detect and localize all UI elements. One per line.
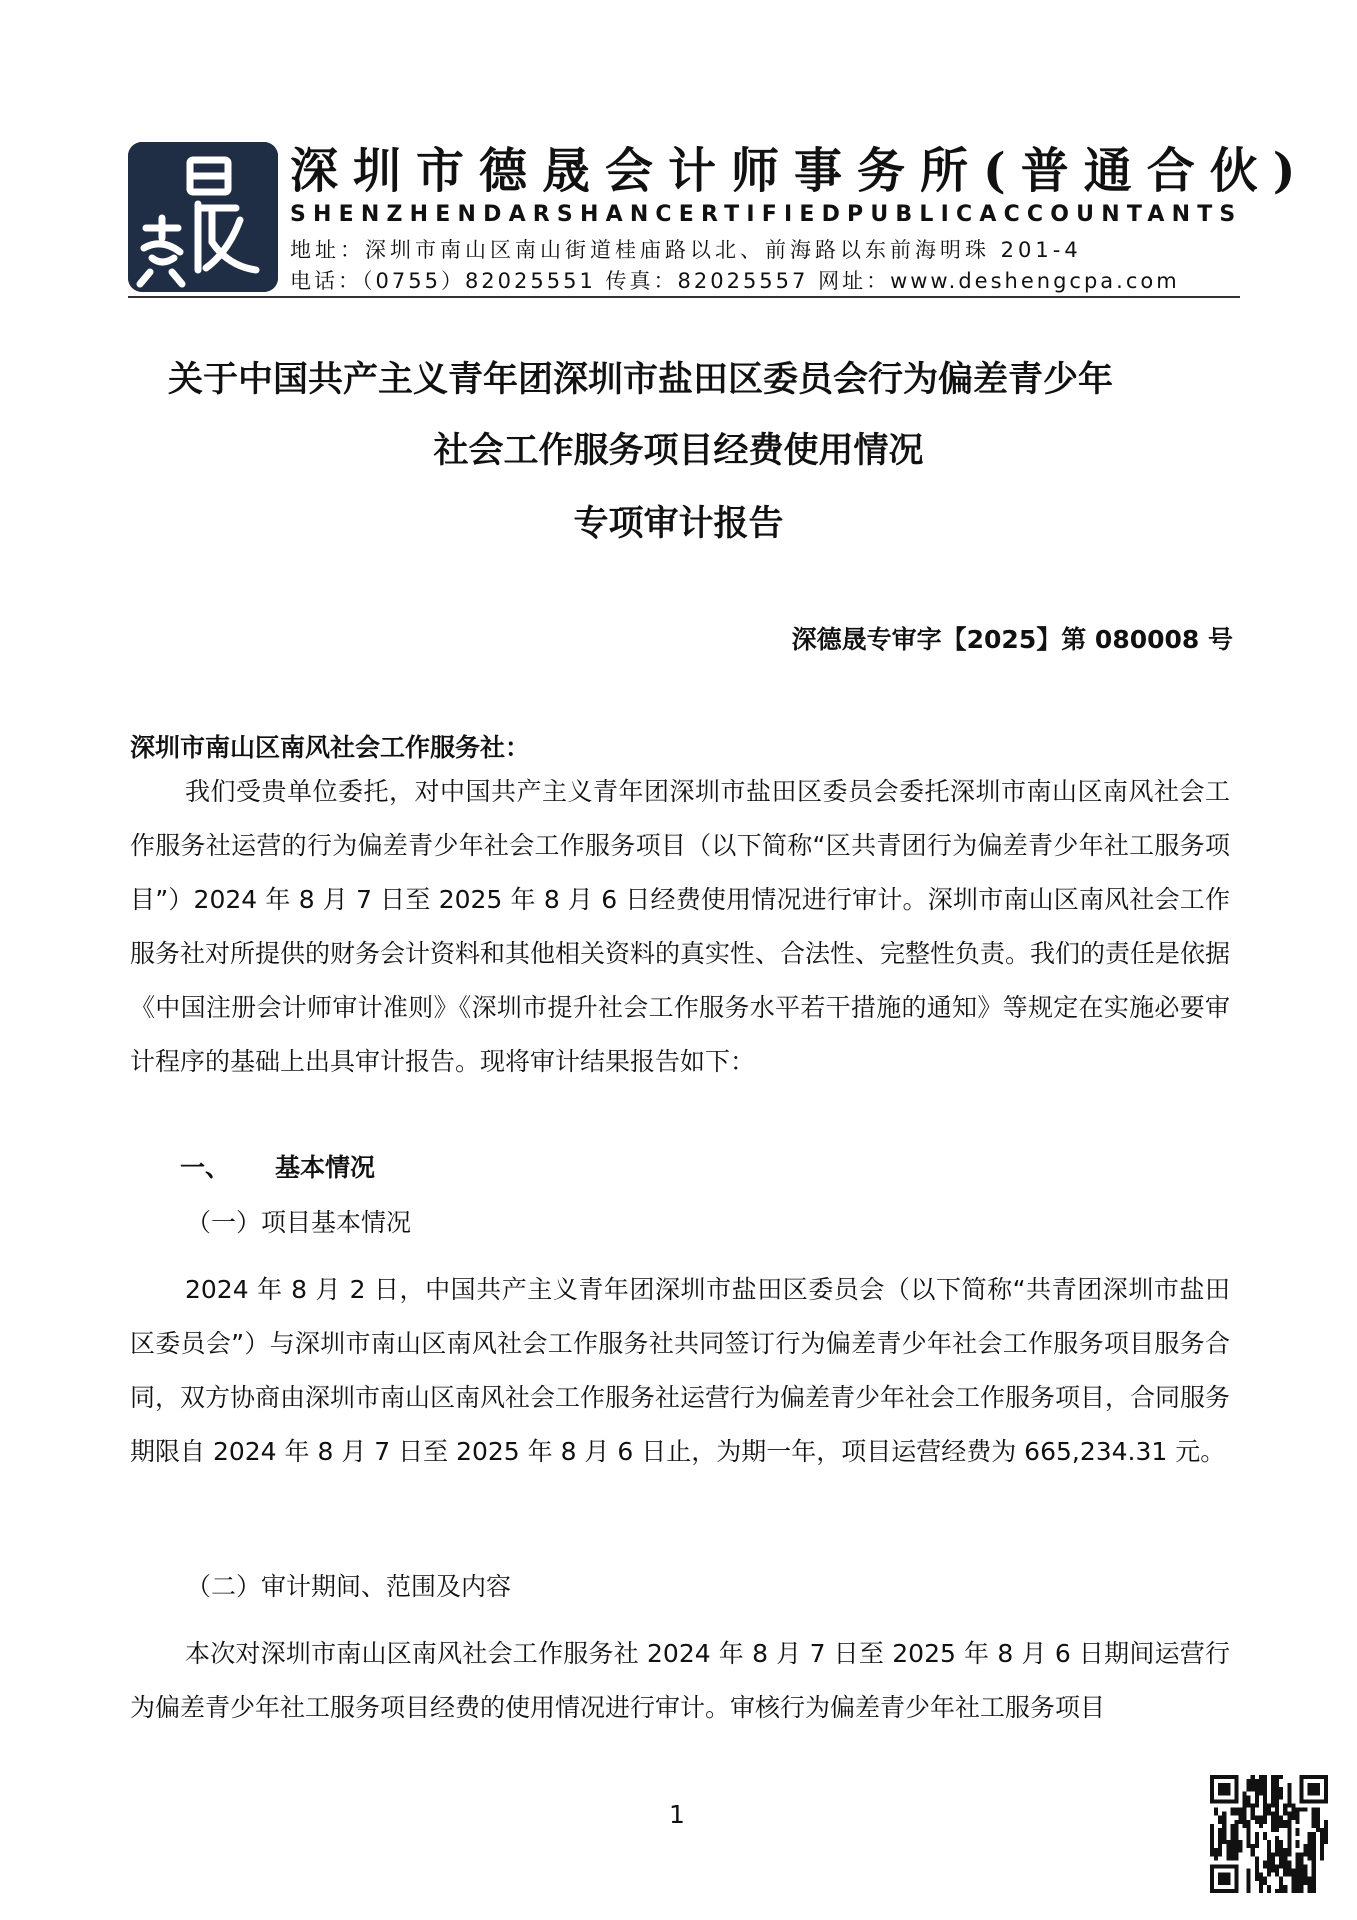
letterhead-divider <box>128 296 1240 298</box>
report-title-line-2: 社会工作服务项目经费使用情况 <box>433 431 924 471</box>
section-number: 一、 <box>180 1153 231 1182</box>
project-info-paragraph: 2024 年 8 月 2 日，中国共产主义青年团深圳市盐田区委员会（以下简称“共青团深圳市盐田区委员会”）与深圳市南山区南风社会工作服务社共同签订行为偏差青少年社会工作服务项目服务合同，双方协商由深圳市南山区南风社会工作服务社运营行为偏差青少年社会工作服务项目，合同服务期限自 2024 年 8 月 7 日至 2025 年 8 月 6 日止，为期一年，项目运营经费为 665,234.31 元。 <box>130 1275 1231 1466</box>
firm-address: 地址：深圳市南山区南山街道桂庙路以北、前海路以东前海明珠 201-4 <box>290 238 1082 262</box>
report-title-line-1: 关于中国共产主义青年团深圳市盐田区委员会行为偏差青少年 <box>167 360 1113 400</box>
section-title: 基本情况 <box>275 1153 376 1182</box>
report-title-line-3: 专项审计报告 <box>573 504 784 544</box>
firm-contact: 电话：（0755）82025551 传真：82025557 网址：www.deshengcpa.com <box>290 269 1180 293</box>
reference-number: 深德晟专审字【2025】第 080008 号 <box>791 625 1233 654</box>
addressee: 深圳市南山区南风社会工作服务社： <box>130 733 531 762</box>
firm-logo-icon <box>128 142 278 292</box>
subsection-heading-audit-scope: （二）审计期间、范围及内容 <box>186 1572 512 1601</box>
firm-name: 深圳市德晟会计师事务所(普通合伙) <box>290 143 1311 199</box>
subsection-heading-project-info: （一）项目基本情况 <box>186 1208 412 1237</box>
firm-name-english: SHENZHENDARSHANCERTIFIEDPUBLICACCOUNTANTS <box>290 202 1243 227</box>
page-number: 1 <box>669 1800 685 1829</box>
audit-scope-paragraph: 本次对深圳市南山区南风社会工作服务社 2024 年 8 月 7 日至 2025 年 8 月 6 日期间运营行为偏差青少年社工服务项目经费的使用情况进行审计。审核行为偏差青少年社工服务项目 <box>130 1639 1230 1722</box>
intro-paragraph: 我们受贵单位委托，对中国共产主义青年团深圳市盐田区委员会委托深圳市南山区南风社会工作服务社运营的行为偏差青少年社会工作服务项目（以下简称“区共青团行为偏差青少年社工服务项目”）2024 年 8 月 7 日至 2025 年 8 月 6 日经费使用情况进行审计。深圳市南山区南风社会工作服务社对所提供的财务会计资料和其他相关资料的真实性、合法性、完整性负责。我们的责任是依据《中国注册会计师审计准则》《深圳市提升社会工作服务水平若干措施的通知》等规定在实施必要审计程序的基础上出具审计报告。现将审计结果报告如下： <box>130 777 1231 1076</box>
section-heading-basic-info <box>180 1148 375 1184</box>
verification-qr-code-icon <box>1210 1775 1328 1893</box>
